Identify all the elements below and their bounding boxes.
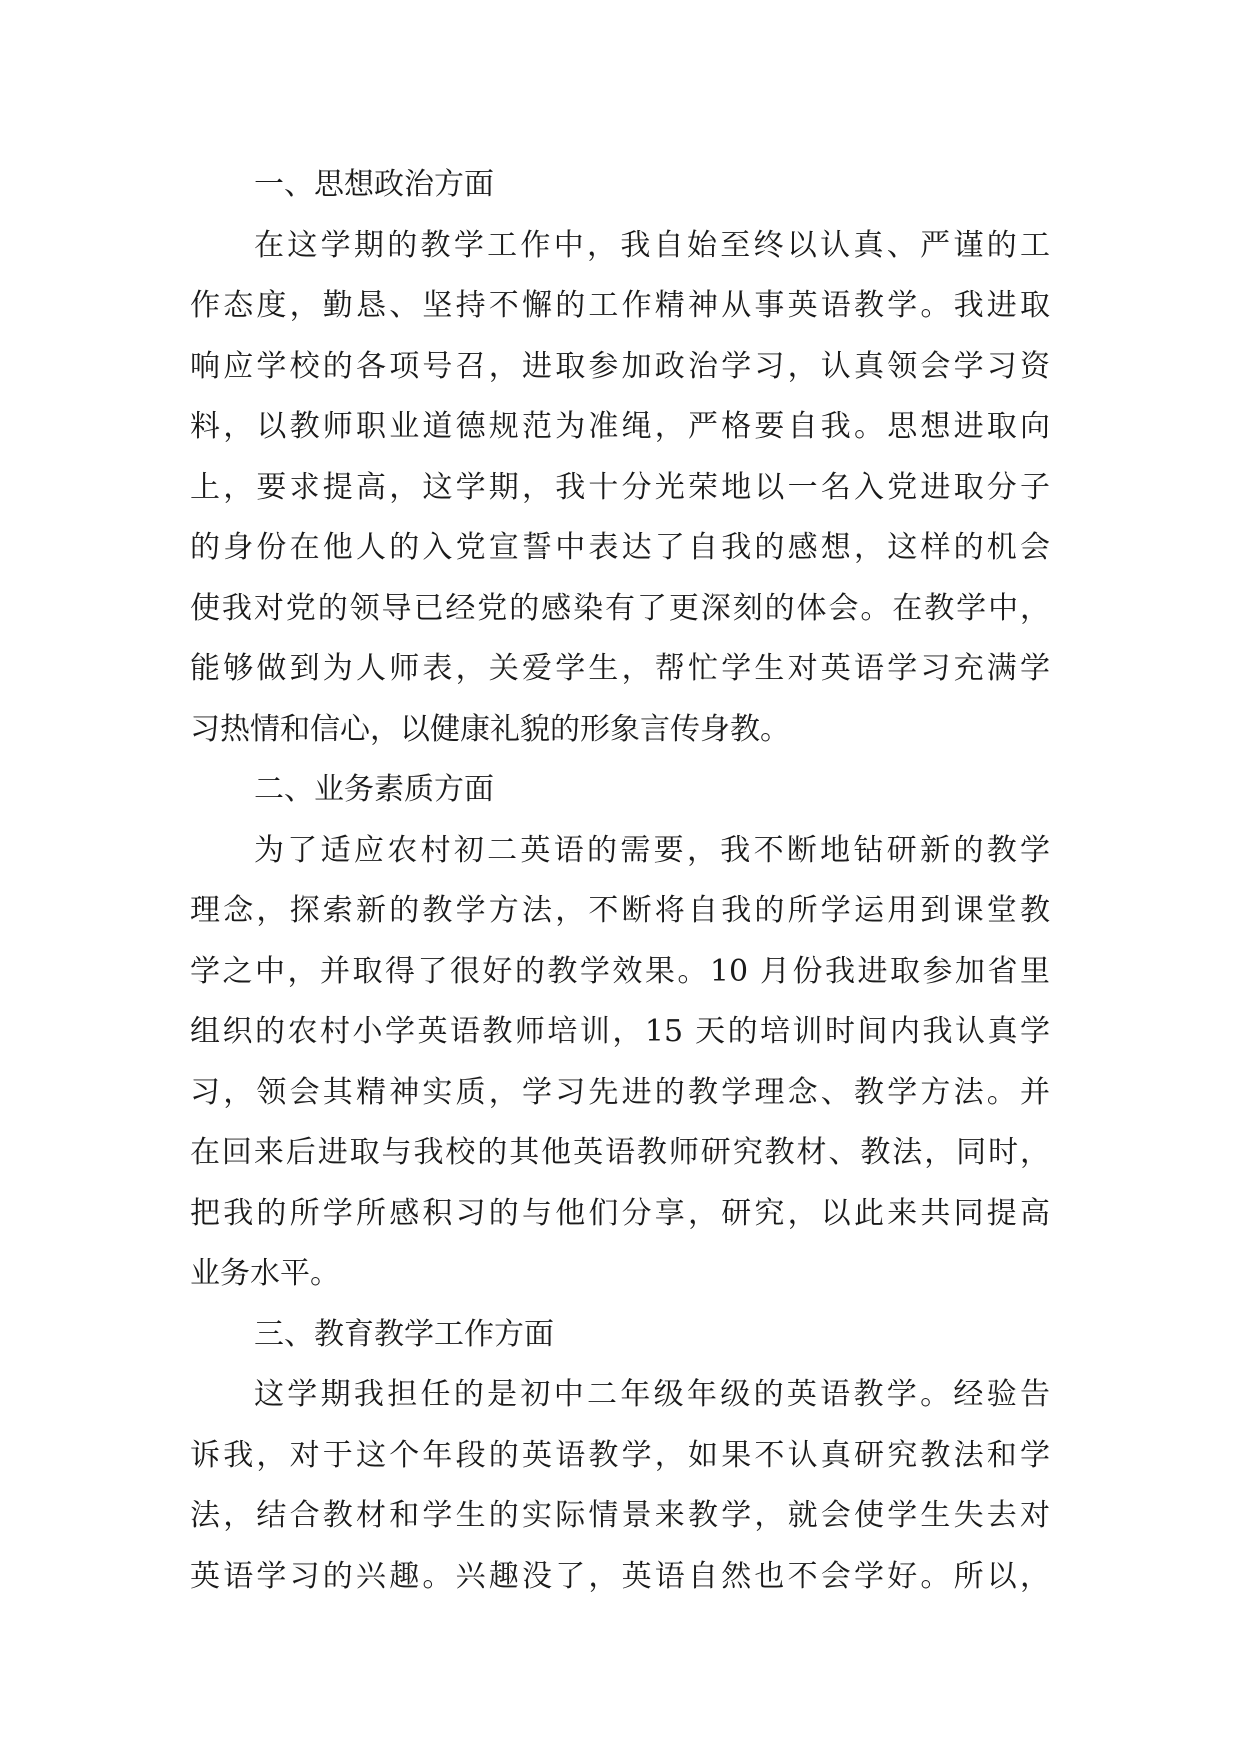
paragraph-line: 这学期我担任的是初中二年级年级的英语教学。经验告: [254, 1377, 1050, 1412]
section-heading-1: 一、思想政治方面: [254, 167, 494, 202]
paragraph-line: 在这学期的教学工作中，我自始至终以认真、严谨的工: [254, 227, 1050, 263]
paragraph-line: 习热情和信心，以健康礼貌的形象言传身教。: [190, 711, 790, 747]
paragraph-line: 学之中，并取得了很好的教学效果。10 月份我进取参加省里: [190, 953, 1050, 989]
section-heading-2: 二、业务素质方面: [254, 772, 494, 807]
paragraph-line: 把我的所学所感积习的与他们分享，研究，以此来共同提高: [190, 1195, 1050, 1231]
paragraph-line: 为了适应农村初二英语的需要，我不断地钻研新的教学: [254, 832, 1050, 868]
paragraph-line: 理念，探索新的教学方法，不断将自我的所学运用到课堂教: [190, 893, 1050, 928]
paragraph-line: 响应学校的各项号召，进取参加政治学习，认真领会学习资: [190, 348, 1050, 384]
paragraph-line: 能够做到为人师表，关爱学生，帮忙学生对英语学习充满学: [190, 651, 1050, 686]
paragraph-line: 习，领会其精神实质，学习先进的教学理念、教学方法。并: [190, 1074, 1050, 1110]
paragraph-line: 上，要求提高，这学期，我十分光荣地以一名入党进取分子: [190, 469, 1050, 505]
paragraph-line: 料，以教师职业道德规范为准绳，严格要自我。思想进取向: [190, 409, 1050, 444]
paragraph-line: 组织的农村小学英语教师培训，15 天的培训时间内我认真学: [190, 1014, 1050, 1049]
section-heading-3: 三、教育教学工作方面: [254, 1316, 554, 1352]
paragraph-line: 英语学习的兴趣。兴趣没了，英语自然也不会学好。所以，: [190, 1558, 1050, 1594]
paragraph-line: 使我对党的领导已经党的感染有了更深刻的体会。在教学中，: [190, 590, 1050, 626]
document-body: [190, 155, 1050, 1607]
paragraph-line: 业务水平。: [190, 1256, 340, 1291]
paragraph-line: 的身份在他人的入党宣誓中表达了自我的感想，这样的机会: [190, 530, 1050, 565]
paragraph-line: 作态度，勤恳、坚持不懈的工作精神从事英语教学。我进取: [190, 288, 1050, 323]
paragraph-line: 诉我，对于这个年段的英语教学，如果不认真研究教法和学: [190, 1437, 1050, 1473]
paragraph-line: 在回来后进取与我校的其他英语教师研究教材、教法，同时，: [190, 1135, 1050, 1170]
paragraph-line: 法，结合教材和学生的实际情景来教学，就会使学生失去对: [190, 1498, 1050, 1533]
